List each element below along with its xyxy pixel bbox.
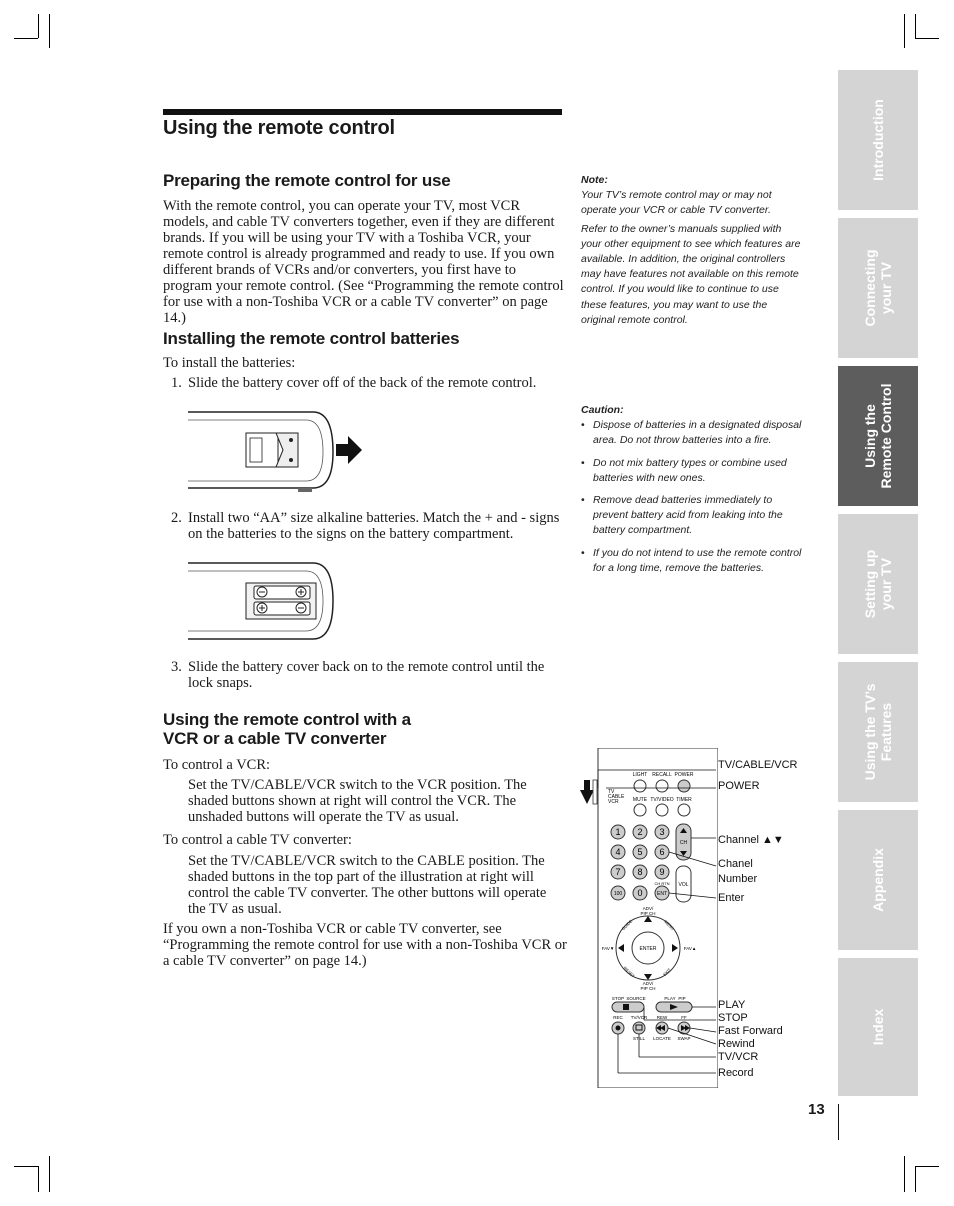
ring-label: PIP CH [640,986,656,991]
cable-text: Set the TV/CABLE/VCR switch to the CABLE position. The shaded buttons in the top part of the illustration at right will control the cable TV converter. The other buttons will operate the TV as usual. [188,853,547,917]
digit-button: 100 [613,891,623,897]
tab-connecting-your-tv[interactable] [838,218,918,358]
vol-label: VOL [678,882,689,888]
tab-label: Using the [862,404,878,468]
ring-label: FAV▲ [683,946,697,951]
button-label: STOP [611,996,625,1001]
button-label: TV/VCR [630,1015,648,1020]
switch-label: CABLE [608,794,625,800]
step-number: 1. [171,375,182,391]
button-label: REW [656,1015,668,1020]
button-label: TIMER [676,797,692,803]
callout-channel: Channel ▲▼ [718,834,784,846]
button-label: TV/VIDEO [650,797,674,803]
step-number: 2. [171,510,182,526]
note-paragraph: Refer to the owner’s manuals supplied with your other equipment to see which features are available. In addition, the original controllers may have features not available on this remote control. If you would like to continue to use these features, you may want to use the original remote control. [581,222,801,326]
page-number-rule [838,1104,839,1140]
preparing-paragraph: With the remote control, you can operate your TV, most VCR models, and cable TV converters together, even if they are different brands. If you will be using your TV with a Toshiba VCR, your remote control is already programmed and ready to use. If you own different brands of VCRs and/or converters, you first have to program your remote control. (See “Programming the remote control for use with a non-Toshiba VCR or a cable TV converter” on page 14.) [163,198,564,326]
caution-item: • Remove dead batteries immediately to prevent battery acid from leaking into the battery compartment. [581,493,803,539]
callout-play: PLAY [718,999,746,1011]
button-label: FF [681,1015,687,1020]
callout-rewind: Rewind [718,1038,755,1050]
battery-cover-removal-illustration [188,408,368,496]
callout-chanel-number: Chanel [718,858,753,870]
digit-button: 2 [637,827,643,837]
tab-label: Using the TV’s [862,683,878,781]
ring-label: EXIT [662,967,672,977]
caution-item: • Do not mix battery types or combine used batteries with new ones. [581,456,803,486]
title-rule [163,109,562,115]
chrtn-label: CH RTN [654,881,670,886]
ring-label: FAV▼ [601,946,615,951]
caution-title: Caution: [581,404,624,416]
button-label: RECALL [652,772,672,778]
button-label: LOCATE [653,1036,671,1041]
remote-control-illustration [578,748,718,1088]
tab-using-the-tvs-features[interactable] [838,662,918,802]
tab-label: Setting up [862,549,878,619]
digit-button: 8 [637,867,643,877]
callout-enter: Enter [718,892,745,904]
tab-label: your TV [878,261,894,315]
ring-label: RESET [622,965,636,979]
button-label: PIP [678,996,686,1001]
switch-label: TV [608,789,615,795]
tab-label: Appendix [870,848,886,912]
section-heading-vcr-line2: VCR or a cable TV converter [163,729,387,748]
crop-mark [915,38,939,39]
crop-mark [38,14,39,38]
crop-mark [14,38,38,39]
note-block [581,173,803,328]
ring-label: GUIDE [620,918,634,932]
button-label: STILL [632,1036,646,1041]
digit-button: 3 [659,827,665,837]
step-text: Slide the battery cover back on to the remote control until the lock snaps. [188,659,545,691]
ring-label: ADV/ [642,906,654,911]
vcr-intro: To control a VCR: [163,757,271,773]
ring-label: ADV/ [642,981,654,986]
section-heading-installing: Installing the remote control batteries [163,329,460,348]
callout-chanel-number: Number [718,873,758,885]
button-label: MUTE [632,797,648,803]
tab-label: Remote Control [878,383,894,489]
crop-mark [904,1156,905,1192]
battery-install-illustration [188,559,343,644]
callout-fast-forward: Fast Forward [718,1025,783,1037]
digit-button: 5 [637,847,643,857]
tab-using-the-remote-control[interactable] [838,366,918,506]
tab-introduction[interactable] [838,70,918,210]
crop-mark [38,1166,39,1192]
button-label: REC [613,1015,623,1020]
digit-button: 0 [637,888,643,898]
ring-label: PIP CH [640,911,656,916]
tab-index[interactable] [838,958,918,1096]
crop-mark [915,1166,939,1167]
caution-item: • Dispose of batteries in a designated disposal area. Do not throw batteries into a fire. [581,418,803,448]
section-heading-vcr-line1: Using the remote control with a [163,710,411,729]
crop-mark [14,1166,38,1167]
vcr-text: Set the TV/CABLE/VCR switch to the VCR position. The shaded buttons shown at right will control the VCR. The unshaded buttons will operate the TV as usual. [188,777,527,825]
digit-button: 1 [615,827,621,837]
step-text: Install two “AA” size alkaline batteries. Match the + and - signs on the batteries to the signs on the battery compartment. [188,510,560,542]
button-label: PLAY [664,996,676,1001]
tab-label: Connecting [862,249,878,327]
crop-mark [915,14,916,38]
step-number: 3. [171,659,182,675]
note-title: Note: [581,174,608,186]
section-heading-preparing: Preparing the remote control for use [163,171,451,190]
digit-button: 9 [659,867,665,877]
ch-label: CH [679,840,688,846]
tab-label: your TV [878,557,894,611]
page-title: Using the remote control [163,117,395,139]
tab-appendix[interactable] [838,810,918,950]
callout-power: POWER [718,780,760,792]
button-label: POWER [674,772,694,778]
button-label: SWAP [677,1036,691,1041]
button-label: LIGHT [632,772,648,778]
page-number: 13 [808,1101,825,1118]
ring-label: MENU [663,919,675,931]
digit-button: 4 [615,847,621,857]
callout-record: Record [718,1067,754,1079]
note-paragraph: Your TV’s remote control may or may not operate your VCR or cable TV converter. [581,189,772,217]
crop-mark [915,1166,916,1192]
callout-tvcablevcr: TV/CABLE/VCR [718,759,798,771]
button-label: SOURCE [626,996,646,1001]
caution-item: • If you do not intend to use the remote control for a long time, remove the batteries. [581,546,803,576]
cable-intro: To control a cable TV converter: [163,832,352,848]
tab-setting-up-your-tv[interactable] [838,514,918,654]
digit-button: ENT [657,891,667,897]
digit-button: 6 [659,847,665,857]
callout-tvvcr: TV/VCR [718,1051,759,1063]
callout-stop: STOP [718,1012,748,1024]
step-text: Slide the battery cover off of the back of the remote control. [188,375,537,391]
tab-label: Features [878,702,894,762]
closing-paragraph: If you own a non-Toshiba VCR or cable TV converter, see “Programming the remote control for use with a non-Toshiba VCR or a cable TV converter” on page 14.) [163,921,567,969]
crop-mark [904,14,905,48]
digit-button: 7 [615,867,621,877]
enter-label: ENTER [639,946,657,952]
tab-label: Introduction [870,99,886,181]
tab-label: Index [870,1008,886,1046]
crop-mark [49,1156,50,1192]
switch-label: VCR [608,799,619,805]
install-intro: To install the batteries: [163,355,296,371]
caution-block [581,403,803,583]
crop-mark [49,14,50,48]
